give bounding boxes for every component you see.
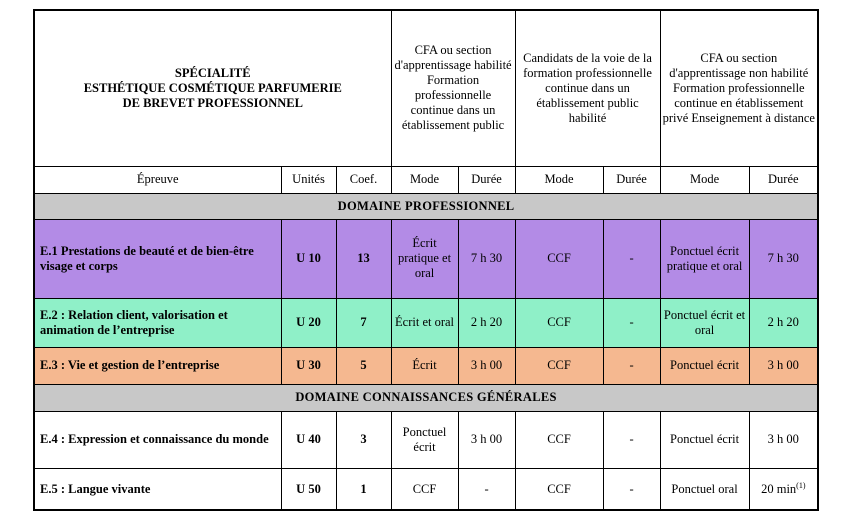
mode1-cell: Écrit — [391, 347, 458, 384]
mode3-cell: Ponctuel écrit pratique et oral — [660, 220, 749, 298]
col-mode-3: Mode — [660, 166, 749, 193]
coef-cell: 7 — [336, 298, 391, 347]
mode3-cell: Ponctuel oral — [660, 469, 749, 510]
col-unites: Unités — [281, 166, 336, 193]
unite-cell: U 50 — [281, 469, 336, 510]
unite-cell: U 30 — [281, 347, 336, 384]
duree2-cell: - — [603, 220, 660, 298]
mode1-cell: CCF — [391, 469, 458, 510]
coef-cell: 3 — [336, 411, 391, 469]
duree3-cell — [749, 469, 818, 510]
col-epreuve: Épreuve — [34, 166, 281, 193]
col-mode-1: Mode — [391, 166, 458, 193]
section-title-professionnel: DOMAINE PROFESSIONNEL — [34, 193, 818, 220]
table-row — [34, 347, 818, 384]
duree3-cell: 3 h 00 — [749, 347, 818, 384]
section-row-generales — [34, 384, 818, 411]
duree2-cell: - — [603, 298, 660, 347]
section-title-generales: DOMAINE CONNAISSANCES GÉNÉRALES — [34, 384, 818, 411]
epreuve-cell: E.1 Prestations de beauté et de bien-être visage et corps — [34, 220, 281, 298]
epreuve-cell: E.2 : Relation client, valorisation et animation de l’entreprise — [34, 298, 281, 347]
duree2-cell: - — [603, 469, 660, 510]
mode2-cell: CCF — [515, 220, 603, 298]
table-row — [34, 220, 818, 298]
duree3-value: 20 min — [761, 481, 797, 496]
col-group-prive-header: CFA ou section d'apprentissage non habilité Formation professionnelle continue en établissement privé Enseignement à distance — [660, 10, 818, 166]
epreuve-cell: E.5 : Langue vivante — [34, 469, 281, 510]
col-duree-1: Durée — [458, 166, 515, 193]
mode3-cell: Ponctuel écrit — [660, 347, 749, 384]
duree1-cell: 7 h 30 — [458, 220, 515, 298]
mode2-cell: CCF — [515, 469, 603, 510]
col-mode-2: Mode — [515, 166, 603, 193]
duree1-cell: 3 h 00 — [458, 411, 515, 469]
specialite-title — [34, 10, 391, 166]
exam-table — [33, 9, 819, 511]
duree2-cell: - — [603, 347, 660, 384]
footnote-ref: (1) — [796, 480, 806, 490]
duree1-cell: 3 h 00 — [458, 347, 515, 384]
mode1-cell: Écrit pratique et oral — [391, 220, 458, 298]
table-row — [34, 411, 818, 469]
mode1-cell: Ponctuel écrit — [391, 411, 458, 469]
mode2-cell: CCF — [515, 411, 603, 469]
unite-cell: U 20 — [281, 298, 336, 347]
mode3-cell: Ponctuel écrit — [660, 411, 749, 469]
duree3-cell: 3 h 00 — [749, 411, 818, 469]
col-group-public-header: CFA ou section d'apprentissage habilité Formation professionnelle continue dans un établissement public — [391, 10, 515, 166]
mode2-cell: CCF — [515, 347, 603, 384]
header-row — [34, 10, 818, 166]
mode1-cell: Écrit et oral — [391, 298, 458, 347]
unite-cell: U 40 — [281, 411, 336, 469]
duree3-cell: 7 h 30 — [749, 220, 818, 298]
mode3-cell: Ponctuel écrit et oral — [660, 298, 749, 347]
duree2-cell: - — [603, 411, 660, 469]
section-row-professionnel — [34, 193, 818, 220]
table-row — [34, 298, 818, 347]
specialite-line1: SPÉCIALITÉ — [174, 65, 251, 80]
specialite-line2: ESTHÉTIQUE COSMÉTIQUE PARFUMERIE — [83, 80, 342, 95]
col-duree-2: Durée — [603, 166, 660, 193]
col-coef: Coef. — [336, 166, 391, 193]
table-row — [34, 469, 818, 510]
coef-cell: 1 — [336, 469, 391, 510]
duree1-cell: - — [458, 469, 515, 510]
epreuve-cell: E.4 : Expression et connaissance du monde — [34, 411, 281, 469]
coef-cell: 5 — [336, 347, 391, 384]
duree3-cell: 2 h 20 — [749, 298, 818, 347]
col-group-fpc-header: Candidats de la voie de la formation professionnelle continue dans un établissement public habilité — [515, 10, 660, 166]
mode2-cell: CCF — [515, 298, 603, 347]
col-duree-3: Durée — [749, 166, 818, 193]
unite-cell: U 10 — [281, 220, 336, 298]
coef-cell: 13 — [336, 220, 391, 298]
specialite-line3: DE BREVET PROFESSIONNEL — [122, 95, 303, 110]
column-labels-row — [34, 166, 818, 193]
epreuve-cell: E.3 : Vie et gestion de l’entreprise — [34, 347, 281, 384]
duree1-cell: 2 h 20 — [458, 298, 515, 347]
